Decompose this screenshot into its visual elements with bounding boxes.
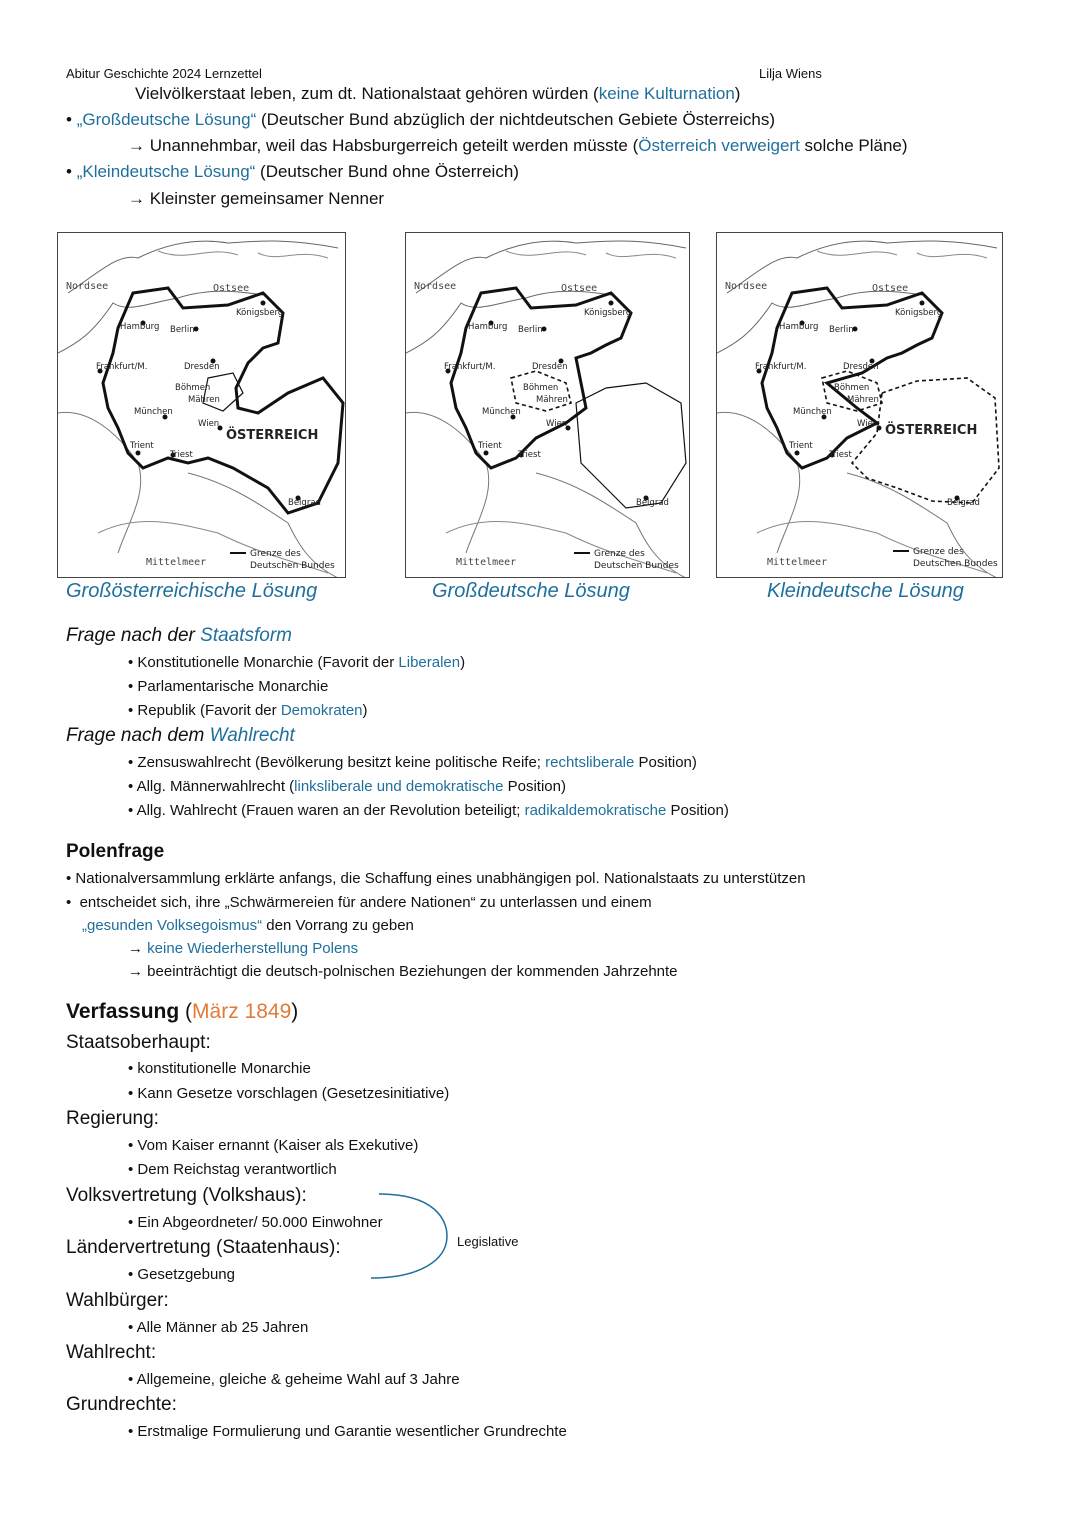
label-maehren: Mähren: [188, 395, 220, 405]
label-nordsee: Nordsee: [725, 281, 768, 292]
svg-text:Grenze des: Grenze des: [250, 549, 301, 559]
map-legend: [574, 549, 679, 571]
label-hamburg: Hamburg: [120, 322, 160, 332]
list-item: • Republik (Favorit der Demokraten): [128, 702, 368, 719]
label-ostsee: Ostsee: [872, 283, 909, 294]
bullet-kleindeutsch: • „Kleindeutsche Lösung“ (Deutscher Bund ohne Österreich): [66, 162, 519, 181]
heading-polenfrage: Polenfrage: [66, 841, 165, 862]
map-grossoesterreich: [57, 232, 346, 578]
label-triest: Triest: [170, 450, 193, 460]
label-maehren: Mähren: [536, 395, 568, 405]
caption-grossdeutsch: Großdeutsche Lösung: [432, 580, 630, 602]
map-grossdeutsch: [405, 232, 690, 578]
label-staatsoberhaupt: Staatsoberhaupt:: [66, 1032, 211, 1053]
label-koenigsberg: Königsberg: [584, 308, 632, 318]
label-berlin: Berlin: [829, 325, 854, 335]
sub-kleindeutsch: → Kleinster gemeinsamer Nenner: [128, 189, 385, 208]
label-legislative: Legislative: [457, 1234, 519, 1249]
label-muenchen: München: [793, 407, 832, 417]
label-hamburg: Hamburg: [779, 322, 819, 332]
list-item: • Zensuswahlrecht (Bevölkerung besitzt keine politische Reife; rechtsliberale Position): [128, 754, 697, 771]
label-triest: Triest: [518, 450, 541, 460]
header-left: Abitur Geschichte 2024 Lernzettel: [66, 66, 262, 81]
label-boehmen: Böhmen: [175, 383, 211, 393]
label-trient: Trient: [789, 441, 813, 451]
label-wien: Wien: [857, 419, 879, 429]
map-legend: [230, 549, 335, 571]
label-triest: Triest: [829, 450, 852, 460]
label-nordsee: Nordsee: [66, 281, 109, 292]
label-koenigsberg: Königsberg: [236, 308, 284, 318]
label-berlin: Berlin: [170, 325, 195, 335]
label-ostsee: Ostsee: [213, 283, 250, 294]
svg-text:Deutschen Bundes: Deutschen Bundes: [594, 561, 679, 571]
label-hamburg: Hamburg: [468, 322, 508, 332]
label-laendervertretung: Ländervertretung (Staatenhaus):: [66, 1237, 341, 1258]
arrow-line: → beeinträchtigt die deutsch-polnischen Beziehungen der kommenden Jahrzehnte: [128, 963, 678, 980]
intro-line: Vielvölkerstaat leben, zum dt. Nationalstaat gehören würden (keine Kulturnation): [135, 84, 741, 103]
label-belgrad: Belgrad: [947, 498, 980, 508]
label-muenchen: München: [482, 407, 521, 417]
label-belgrad: Belgrad: [636, 498, 669, 508]
label-wien: Wien: [546, 419, 568, 429]
list-item: • Nationalversammlung erklärte anfangs, die Schaffung eines unabhängigen pol. Nationalstaats zu unterstützen: [66, 870, 806, 887]
list-item-cont: „gesunden Volksegoismus“ den Vorrang zu geben: [82, 917, 414, 934]
label-frankfurt: Frankfurt/M.: [444, 362, 496, 372]
label-ostsee: Ostsee: [561, 283, 598, 294]
caption-grossoesterreich: Großösterreichische Lösung: [66, 580, 318, 602]
label-dresden: Dresden: [184, 362, 220, 372]
label-dresden: Dresden: [532, 362, 568, 372]
list-item: • konstitutionelle Monarchie: [128, 1060, 311, 1077]
label-mittelmeer: Mittelmeer: [146, 557, 207, 568]
heading-staatsform: Frage nach der Staatsform: [66, 625, 293, 646]
list-item: • Allg. Wahlrecht (Frauen waren an der Revolution beteiligt; radikaldemokratische Position): [128, 802, 729, 819]
label-mittelmeer: Mittelmeer: [767, 557, 828, 568]
svg-text:Grenze des: Grenze des: [594, 549, 645, 559]
label-frankfurt: Frankfurt/M.: [755, 362, 807, 372]
heading-verfassung: Verfassung (März 1849): [66, 1000, 299, 1023]
label-dresden: Dresden: [843, 362, 879, 372]
label-muenchen: München: [134, 407, 173, 417]
label-mittelmeer: Mittelmeer: [456, 557, 517, 568]
svg-text:Deutschen Bundes: Deutschen Bundes: [913, 559, 998, 569]
list-item: • Allg. Männerwahlrecht (linksliberale und demokratische Position): [128, 778, 566, 795]
label-nordsee: Nordsee: [414, 281, 457, 292]
list-item: • Dem Reichstag verantwortlich: [128, 1161, 337, 1178]
heading-wahlrecht: Frage nach dem Wahlrecht: [66, 725, 295, 746]
label-boehmen: Böhmen: [834, 383, 870, 393]
list-item: • Kann Gesetze vorschlagen (Gesetzesinitiative): [128, 1085, 450, 1102]
sub-grossdeutsch: → Unannehmbar, weil das Habsburgerreich geteilt werden müsste (Österreich verweigert solche Pläne): [128, 136, 908, 155]
svg-text:Grenze des: Grenze des: [913, 547, 964, 557]
label-oesterreich: ÖSTERREICH: [226, 428, 319, 443]
label-wahlbuerger: Wahlbürger:: [66, 1290, 169, 1311]
label-boehmen: Böhmen: [523, 383, 559, 393]
label-frankfurt: Frankfurt/M.: [96, 362, 148, 372]
label-trient: Trient: [478, 441, 502, 451]
list-item: • Gesetzgebung: [128, 1266, 235, 1283]
label-berlin: Berlin: [518, 325, 543, 335]
label-wien: Wien: [198, 419, 220, 429]
caption-kleindeutsch: Kleindeutsche Lösung: [767, 580, 964, 602]
list-item: • entscheidet sich, ihre „Schwärmereien für andere Nationen“ zu unterlassen und einem: [66, 894, 652, 911]
legislative-brace: [365, 1190, 455, 1282]
svg-text:Deutschen Bundes: Deutschen Bundes: [250, 561, 335, 571]
list-item: • Parlamentarische Monarchie: [128, 678, 329, 695]
header-right: Lilja Wiens: [759, 66, 822, 81]
list-item: • Ein Abgeordneter/ 50.000 Einwohner: [128, 1214, 383, 1231]
list-item: • Konstitutionelle Monarchie (Favorit der Liberalen): [128, 654, 466, 671]
arrow-line: → keine Wiederherstellung Polens: [128, 940, 359, 957]
label-trient: Trient: [130, 441, 154, 451]
label-oesterreich: ÖSTERREICH: [885, 423, 978, 438]
map-legend: [893, 547, 998, 569]
label-koenigsberg: Königsberg: [895, 308, 943, 318]
label-regierung: Regierung:: [66, 1108, 159, 1129]
label-volksvertretung: Volksvertretung (Volkshaus):: [66, 1185, 307, 1206]
label-maehren: Mähren: [847, 395, 879, 405]
list-item: • Erstmalige Formulierung und Garantie wesentlicher Grundrechte: [128, 1423, 567, 1440]
list-item: • Alle Männer ab 25 Jahren: [128, 1319, 309, 1336]
label-wahlrecht: Wahlrecht:: [66, 1342, 157, 1363]
list-item: • Vom Kaiser ernannt (Kaiser als Exekutive): [128, 1137, 419, 1154]
bullet-grossdeutsch: • „Großdeutsche Lösung“ (Deutscher Bund abzüglich der nichtdeutschen Gebiete Österreichs): [66, 110, 776, 129]
label-grundrechte: Grundrechte:: [66, 1394, 177, 1415]
label-belgrad: Belgrad: [288, 498, 321, 508]
list-item: • Allgemeine, gleiche & geheime Wahl auf 3 Jahre: [128, 1371, 460, 1388]
map-kleindeutsch: [716, 232, 1003, 578]
